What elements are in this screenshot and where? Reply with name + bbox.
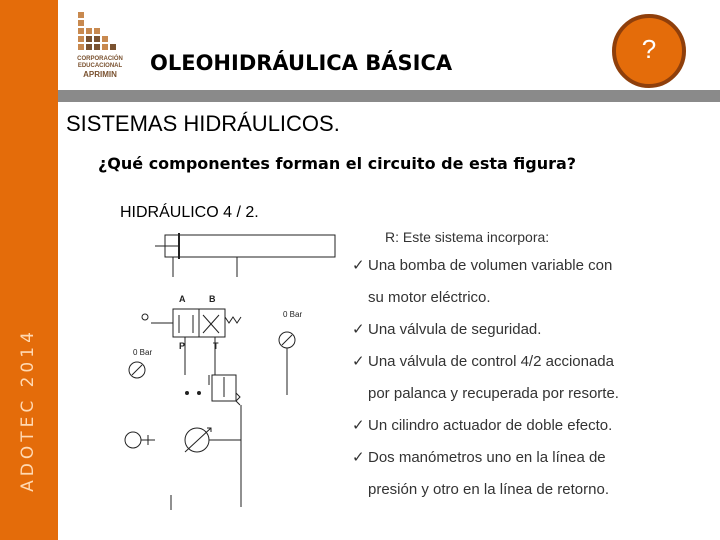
item-line-1: Una válvula de seguridad. [368, 321, 542, 338]
list-item [352, 256, 692, 308]
logo-line-2: EDUCACIONAL [77, 63, 123, 69]
directional-valve-icon [142, 309, 241, 375]
section-heading: SISTEMAS HIDRÁULICOS. [66, 111, 340, 136]
side-watermark [2, 305, 54, 515]
check-icon: ✓ [352, 257, 365, 274]
list-item [352, 320, 692, 340]
electric-motor-icon [125, 432, 155, 448]
item-line-1: Una bomba de volumen variable con [368, 257, 613, 274]
check-icon: ✓ [352, 449, 365, 466]
page-title: OLEOHIDRÁULICA BÁSICA [150, 51, 453, 75]
hydraulic-schematic [115, 225, 340, 515]
help-button[interactable] [612, 14, 686, 88]
gauge-right-label: 0 Bar [283, 310, 303, 319]
check-icon: ✓ [352, 417, 365, 434]
list-item [352, 352, 692, 404]
list-item [352, 416, 692, 436]
side-watermark-text: ADOTEC 2014 [18, 328, 38, 492]
check-icon: ✓ [352, 353, 365, 370]
port-p-label: P [179, 341, 186, 351]
logo-text [70, 56, 130, 79]
port-a-label: A [179, 294, 186, 304]
check-icon: ✓ [352, 321, 365, 338]
cylinder-icon [155, 233, 335, 277]
port-t-label: T [213, 341, 219, 351]
logo-line-1: CORPORACIÓN [77, 56, 123, 62]
help-icon: ? [641, 34, 657, 64]
header-divider [58, 90, 720, 102]
list-item [352, 448, 692, 500]
item-line-1: Un cilindro actuador de doble efecto. [368, 417, 613, 434]
circuit-subtitle: HIDRÁULICO 4 / 2. [120, 204, 259, 221]
question-text: ¿Qué componentes forman el circuito de esta figura? [98, 154, 577, 173]
relief-valve-icon [186, 375, 241, 405]
return-gauge-icon [279, 332, 295, 395]
answer-intro: R: Este sistema incorpora: [385, 229, 550, 245]
item-line-1: Dos manómetros uno en la línea de [368, 449, 606, 466]
pressure-gauge-icon [129, 362, 145, 378]
item-line-2: presión y otro en la línea de retorno. [368, 481, 609, 498]
port-b-label: B [209, 294, 216, 304]
variable-pump-icon [185, 405, 241, 507]
logo-line-3: APRIMIN [83, 70, 117, 79]
item-line-1: Una válvula de control 4/2 accionada [368, 353, 614, 370]
item-line-2: por palanca y recuperada por resorte. [368, 385, 619, 402]
gauge-left-label: 0 Bar [133, 348, 153, 357]
component-list [352, 256, 692, 512]
item-line-2: su motor eléctrico. [368, 289, 491, 306]
